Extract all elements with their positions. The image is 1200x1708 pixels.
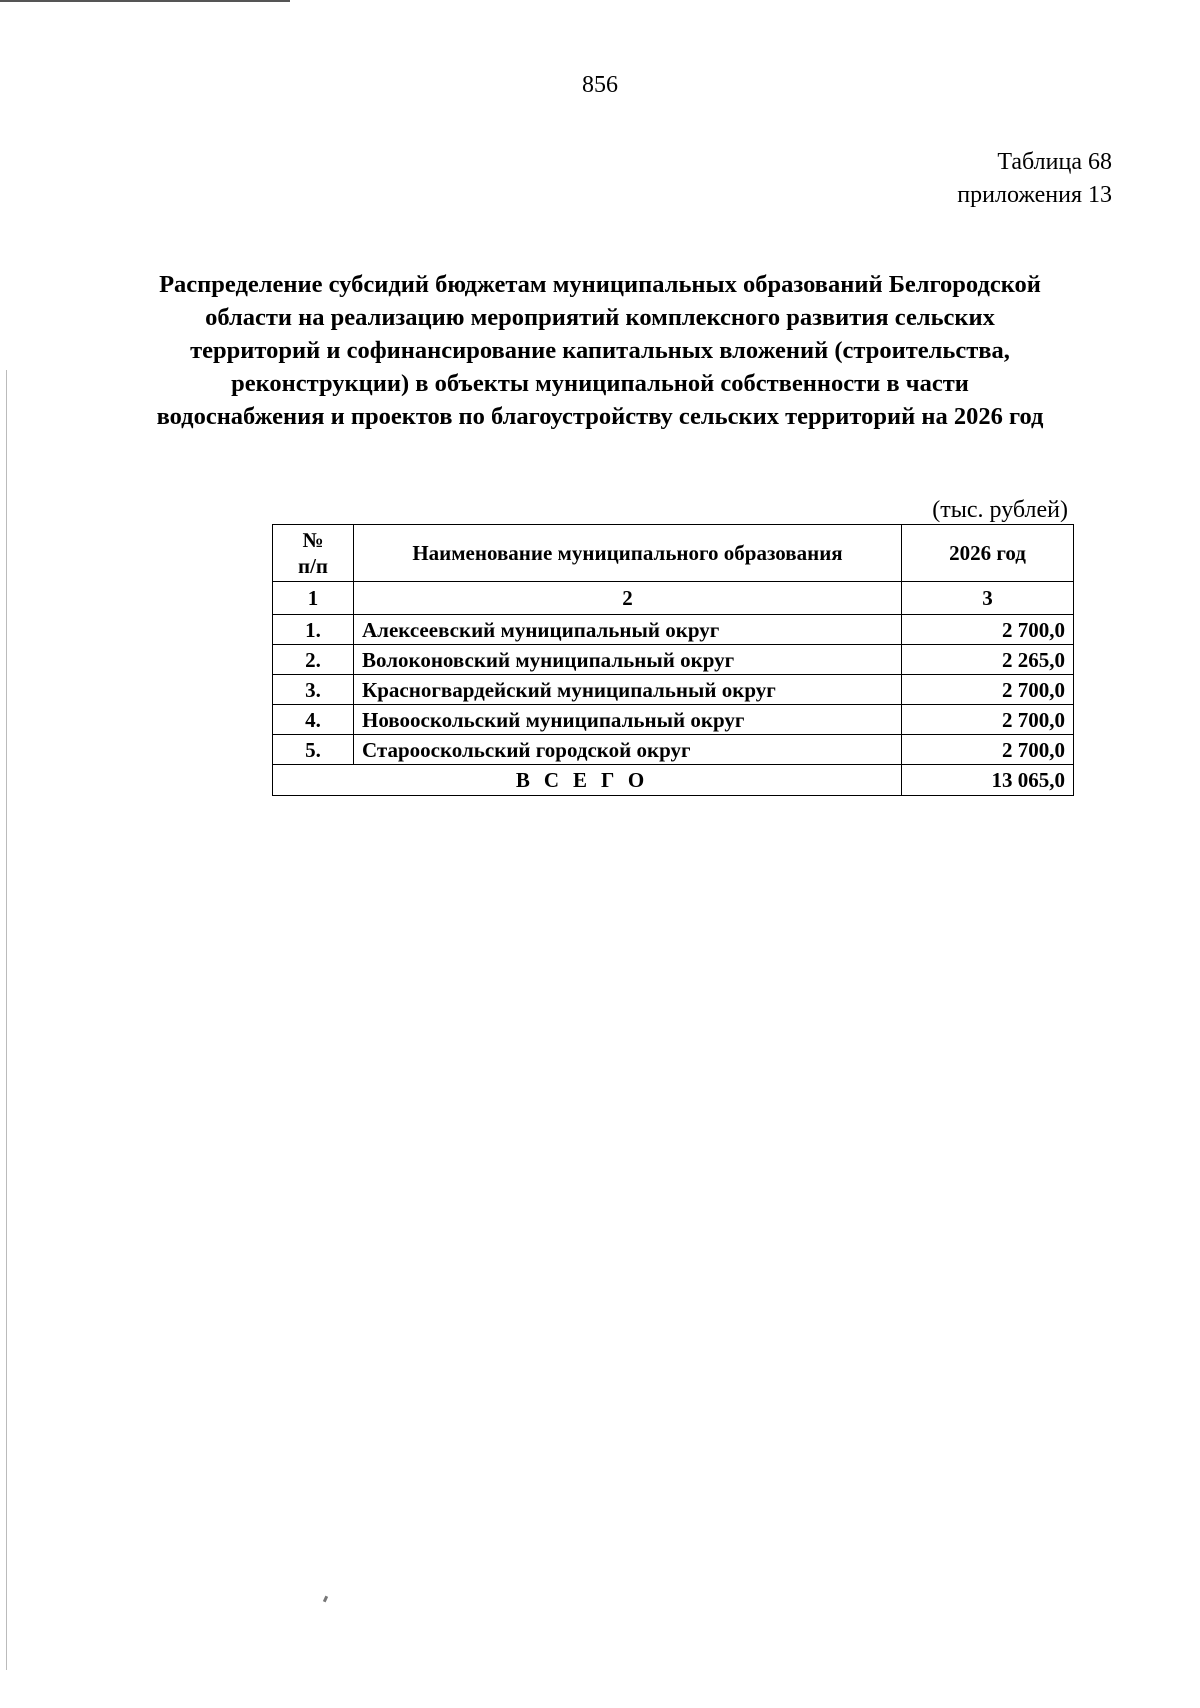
table-row [273,705,1074,735]
header-year: 2026 год [902,525,1074,582]
total-amount: 13 065,0 [902,765,1074,796]
row-municipality: Волоконовский муниципальный округ [354,645,902,675]
table-row [273,645,1074,675]
table-reference [957,146,1112,212]
table-row [273,675,1074,705]
row-municipality: Старооскольский городской округ [354,735,902,765]
row-municipality: Новооскольский муниципальный округ [354,705,902,735]
table-reference-line2: приложения 13 [957,182,1112,208]
unit-note: (тыс. рублей) [932,497,1068,523]
table-reference-line1: Таблица 68 [997,149,1112,175]
row-number: 4. [273,705,354,735]
scan-speck [323,1596,328,1603]
total-row [273,765,1074,796]
row-amount: 2 700,0 [902,735,1074,765]
column-index-cell: 2 [354,582,902,615]
row-number: 5. [273,735,354,765]
total-label: ВСЕГО [273,765,902,796]
header-name: Наименование муниципального образования [354,525,902,582]
row-amount: 2 700,0 [902,615,1074,645]
row-number: 3. [273,675,354,705]
header-number-line2: п/п [297,554,329,578]
table-row [273,735,1074,765]
row-number: 1. [273,615,354,645]
header-number [273,525,354,582]
page-number: 856 [582,72,618,98]
document-title: Распределение субсидий бюджетам муниципальных образований Белгородской области на реализацию мероприятий комплексного развития сельских территорий и софинансирование капитальных вложений (строительства, реконструкции) в объекты муниципальной собственности в части водоснабжения и проектов по благоустройству сельских территорий на 2026 год [156,271,1044,430]
header-number-line1: № [302,528,324,552]
table-header-row [273,525,1074,582]
column-index-cell: 3 [902,582,1074,615]
table-row [273,615,1074,645]
scan-edge-mark [0,0,290,2]
scan-edge-line [6,370,7,1670]
row-amount: 2 265,0 [902,645,1074,675]
row-municipality: Алексеевский муниципальный округ [354,615,902,645]
subsidy-table [272,524,1074,796]
row-amount: 2 700,0 [902,675,1074,705]
row-amount: 2 700,0 [902,705,1074,735]
row-municipality: Красногвардейский муниципальный округ [354,675,902,705]
row-number: 2. [273,645,354,675]
column-index-row [273,582,1074,615]
column-index-cell: 1 [273,582,354,615]
